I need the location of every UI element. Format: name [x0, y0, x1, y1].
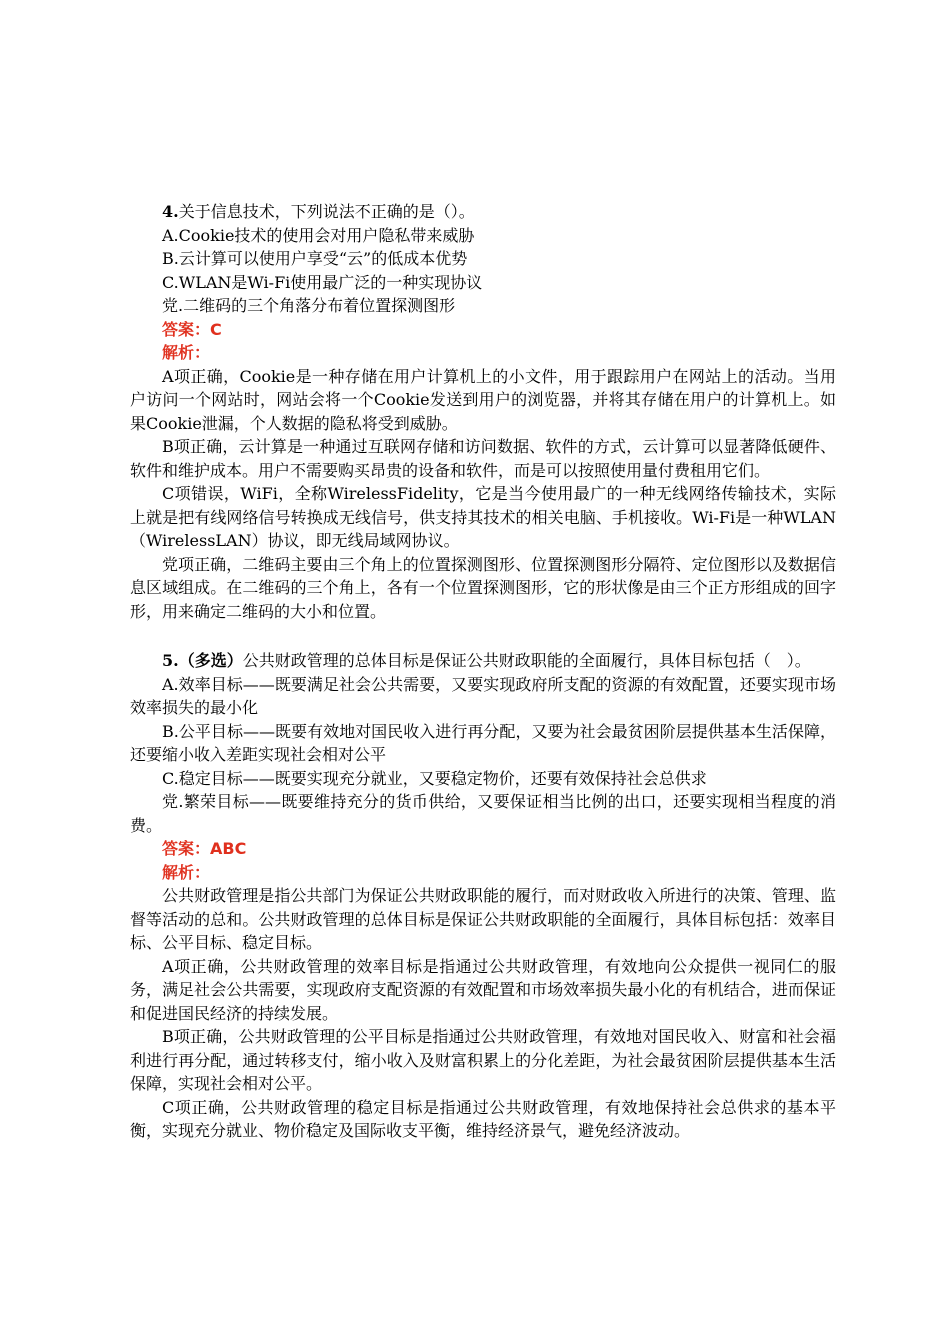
question-4-number: 4.	[162, 202, 179, 221]
question-4-option-b: B.云计算可以使用户享受“云”的低成本优势	[162, 249, 468, 268]
question-5-analysis-a: A项正确，公共财政管理的效率目标是指通过公共财政管理，有效地向公众提供一视同仁的服务，满足社会公共需要，实现政府支配资源的有效配置和市场效率损失最小化的有机结合，进而保证和促进国民经济的持续发展。	[130, 956, 836, 1023]
question-5-stem: 5.（多选）公共财政管理的总体目标是保证公共财政职能的全面履行，具体目标包括（ ）。	[162, 651, 811, 670]
document-page	[130, 200, 836, 1143]
question-4-analysis-c: C项错误，WiFi，全称WirelessFidelity，它是当今使用最广的一种无线网络传输技术，实际上就是把有线网络信号转换成无线信号，供支持其技术的相关电脑、手机接收。Wi-Fi是一种WLAN（WirelessLAN）协议，即无线局域网协议。	[130, 484, 836, 550]
question-5-option-b: B.公平目标——既要有效地对国民收入进行再分配，又要为社会最贫困阶层提供基本生活保障，还要缩小收入差距实现社会相对公平	[130, 721, 836, 764]
question-5-number: 5.（多选）	[162, 651, 243, 670]
question-5-analysis-b: B项正确，公共财政管理的公平目标是指通过公共财政管理，有效地对国民收入、财富和社会福利进行再分配，通过转移支付，缩小收入及财富积累上的分化差距，为社会最贫困阶层提供基本生活保障，实现社会相对公平。	[130, 1027, 836, 1093]
question-4-option-c: C.WLAN是Wi-Fi使用最广泛的一种实现协议	[162, 272, 483, 292]
question-4	[130, 200, 836, 623]
question-4-analysis-d: 党项正确，二维码主要由三个角上的位置探测图形、位置探测图形分隔符、定位图形以及数据信息区域组成。在二维码的三个角上，各有一个位置探测图形，它的形状像是由三个正方形组成的回字形，用来确定二维码的大小和位置。	[130, 554, 836, 621]
question-4-option-a: A.Cookie技术的使用会对用户隐私带来威胁	[162, 225, 475, 245]
question-5-option-c: C.稳定目标——既要实现充分就业，又要稳定物价，还要有效保持社会总供求	[162, 768, 707, 788]
question-5-option-a: A.效率目标——既要满足社会公共需要，又要实现政府所支配的资源的有效配置，还要实现市场效率损失的最小化	[130, 674, 836, 717]
question-5-analysis-c: C项正确，公共财政管理的稳定目标是指通过公共财政管理，有效地保持社会总供求的基本平衡，实现充分就业、物价稳定及国际收支平衡，维持经济景气，避免经济波动。	[130, 1097, 836, 1140]
question-4-analysis-a: A项正确，Cookie是一种存储在用户计算机上的小文件，用于跟踪用户在网站上的活动。当用户访问一个网站时，网站会将一个Cookie发送到用户的浏览器，并将其存储在用户的计算机上。如果Cookie泄漏，个人数据的隐私将受到威胁。	[130, 366, 836, 433]
question-5-answer: 答案：ABC	[162, 839, 247, 858]
question-5-analysis-label: 解析：	[162, 862, 211, 882]
question-5	[130, 649, 836, 1143]
question-4-analysis-label: 解析：	[162, 343, 211, 362]
question-4-analysis-b: B项正确，云计算是一种通过互联网存储和访问数据、软件的方式，云计算可以显著降低硬件、软件和维护成本。用户不需要购买昂贵的设备和软件，而是可以按照使用量付费租用它们。	[130, 437, 836, 480]
section-gap	[130, 623, 836, 649]
question-5-analysis-intro: 公共财政管理是指公共部门为保证公共财政职能的履行，而对财政收入所进行的决策、管理、监督等活动的总和。公共财政管理的总体目标是保证公共财政职能的全面履行，具体目标包括：效率目标、公平目标、稳定目标。	[130, 886, 836, 952]
question-4-stem: 4.关于信息技术，下列说法不正确的是（）。	[162, 202, 475, 221]
question-5-option-d: 党.繁荣目标——既要维持充分的货币供给，又要保证相当比例的出口，还要实现相当程度的消费。	[130, 792, 836, 835]
question-4-option-d: 党.二维码的三个角落分布着位置探测图形	[162, 296, 456, 315]
question-4-answer: 答案：C	[162, 319, 222, 339]
